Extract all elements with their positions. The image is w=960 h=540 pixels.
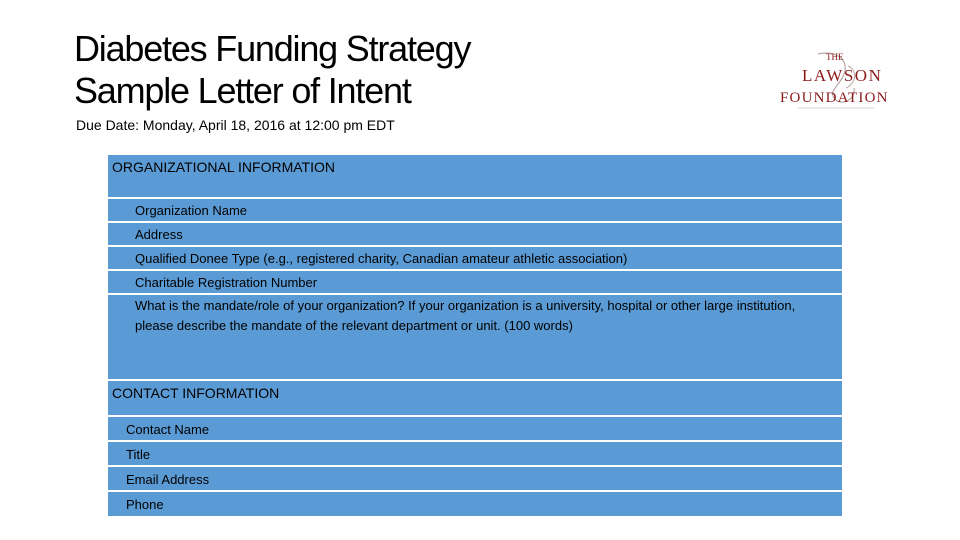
field-email-address[interactable]: Email Address: [108, 467, 842, 492]
field-qualified-donee-type[interactable]: Qualified Donee Type (e.g., registered charity, Canadian amateur athletic association): [108, 247, 842, 271]
logo-text-foundation: FOUNDATION: [780, 90, 889, 106]
logo-text-the: THE: [826, 52, 844, 62]
field-address[interactable]: Address: [108, 223, 842, 247]
field-title[interactable]: Title: [108, 442, 842, 467]
field-phone[interactable]: Phone: [108, 492, 842, 516]
field-organization-mandate[interactable]: What is the mandate/role of your organization? If your organization is a university, hospital or other large institution, please describe the mandate of the relevant department or unit. (100 words): [108, 295, 842, 379]
field-organization-name[interactable]: Organization Name: [108, 199, 842, 223]
letter-of-intent-form: [108, 155, 842, 516]
logo-text-lawson: LAWSON: [802, 66, 883, 85]
section-heading-contact: CONTACT INFORMATION: [108, 379, 842, 417]
lawson-foundation-logo: [778, 48, 896, 110]
field-charitable-registration-number[interactable]: Charitable Registration Number: [108, 271, 842, 295]
title-line-1: Diabetes Funding Strategy: [74, 28, 471, 69]
field-contact-name[interactable]: Contact Name: [108, 417, 842, 442]
document-title: [74, 28, 470, 112]
title-line-2: Sample Letter of Intent: [74, 70, 411, 111]
section-heading-organizational: ORGANIZATIONAL INFORMATION: [108, 155, 842, 199]
due-date: Due Date: Monday, April 18, 2016 at 12:00 pm EDT: [76, 117, 395, 133]
